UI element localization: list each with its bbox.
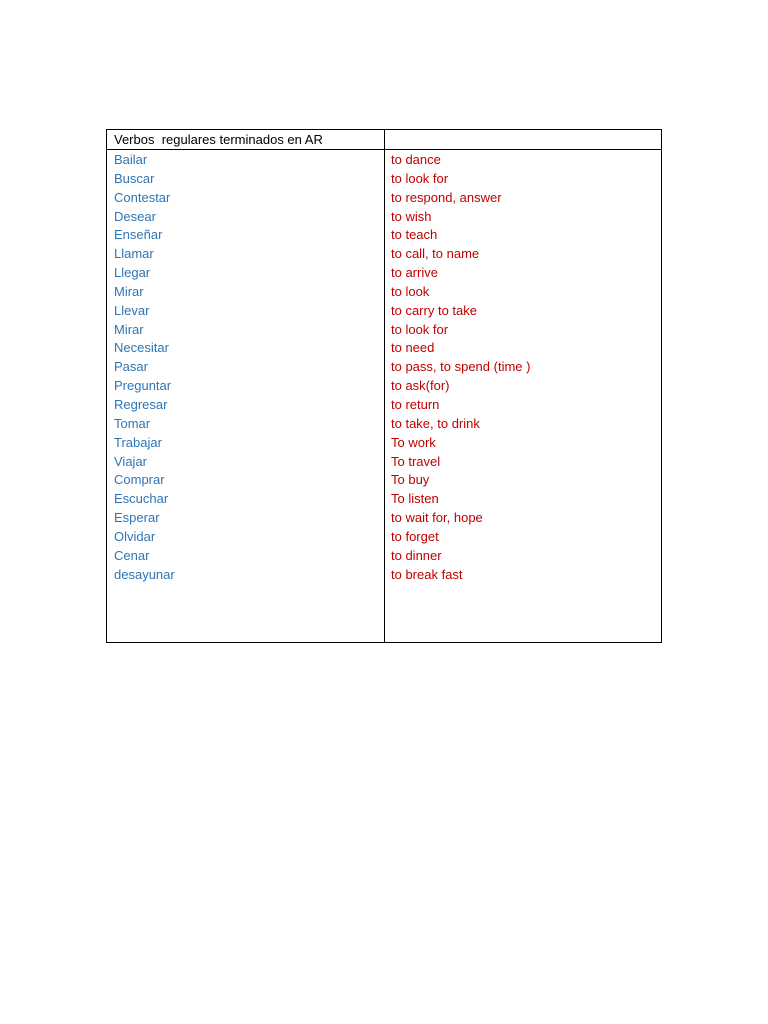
spanish-verb: Trabajar — [114, 434, 162, 450]
english-translation: to teach — [391, 227, 438, 243]
english-translation: To work — [391, 434, 436, 450]
table-row — [107, 471, 661, 490]
spanish-verb: Buscar — [114, 170, 155, 186]
english-translation: to look for — [391, 321, 449, 337]
table-row — [107, 377, 661, 396]
table-row — [107, 321, 661, 340]
table-row — [107, 528, 661, 547]
spanish-verb: Cenar — [114, 547, 150, 563]
table-row — [107, 339, 661, 358]
english-translation: To buy — [391, 472, 430, 488]
english-translation: to wait for, hope — [391, 510, 483, 526]
spanish-verb: Comprar — [114, 472, 165, 488]
english-translation: to take, to drink — [391, 415, 480, 431]
spanish-verb: Llegar — [114, 265, 151, 281]
english-translation: to forget — [391, 528, 439, 544]
english-translation: to look for — [391, 170, 449, 186]
table-row — [107, 226, 661, 245]
english-translation: to ask(for) — [391, 378, 450, 394]
table-row — [107, 264, 661, 283]
spanish-verb: Bailar — [114, 152, 148, 167]
spanish-verb: Pasar — [114, 359, 148, 375]
table-row — [107, 170, 661, 189]
english-translation: to dinner — [391, 547, 442, 563]
english-translation: to need — [391, 340, 435, 356]
english-translation: to wish — [391, 208, 432, 224]
spanish-verb: desayunar — [114, 566, 175, 582]
spanish-verb: Esperar — [114, 510, 160, 526]
table-row — [107, 189, 661, 208]
table-row — [107, 208, 661, 227]
table-row — [107, 302, 661, 321]
spanish-verb: Regresar — [114, 396, 168, 412]
spanish-verb: Enseñar — [114, 227, 163, 243]
english-translation: to carry to take — [391, 302, 477, 318]
table-row — [107, 509, 661, 528]
spanish-verb: Llevar — [114, 302, 150, 318]
spanish-verb: Escuchar — [114, 491, 169, 507]
english-translation: To travel — [391, 453, 441, 469]
english-translation: to dance — [391, 152, 441, 167]
table-row — [107, 396, 661, 415]
table-header-left: Verbos regulares terminados en AR — [114, 132, 323, 147]
english-translation: to arrive — [391, 265, 438, 281]
spanish-verb: Olvidar — [114, 528, 156, 544]
spanish-verb: Llamar — [114, 246, 154, 262]
spanish-verb: Preguntar — [114, 378, 172, 394]
spanish-verb: Mirar — [114, 283, 144, 299]
english-translation: to pass, to spend (time ) — [391, 359, 531, 375]
table-row — [107, 434, 661, 453]
table-row — [107, 415, 661, 434]
table-row — [107, 358, 661, 377]
table-row — [107, 283, 661, 302]
english-translation: to return — [391, 396, 440, 412]
spanish-verb: Necesitar — [114, 340, 169, 356]
table-rows — [107, 151, 661, 584]
spanish-verb: Desear — [114, 208, 156, 224]
table-row — [107, 151, 661, 170]
english-translation: to look — [391, 283, 430, 299]
table-row — [107, 490, 661, 509]
header-divider — [107, 149, 661, 150]
table-row — [107, 547, 661, 566]
spanish-verb: Viajar — [114, 453, 148, 469]
vocab-table — [106, 129, 662, 643]
spanish-verb: Contestar — [114, 189, 171, 205]
table-row — [107, 453, 661, 472]
english-translation: to call, to name — [391, 246, 480, 262]
english-translation: to respond, answer — [391, 189, 502, 205]
english-translation: to break fast — [391, 566, 463, 582]
english-translation: To listen — [391, 491, 439, 507]
spanish-verb: Tomar — [114, 415, 151, 431]
table-row — [107, 245, 661, 264]
spanish-verb: Mirar — [114, 321, 144, 337]
table-row — [107, 566, 661, 585]
